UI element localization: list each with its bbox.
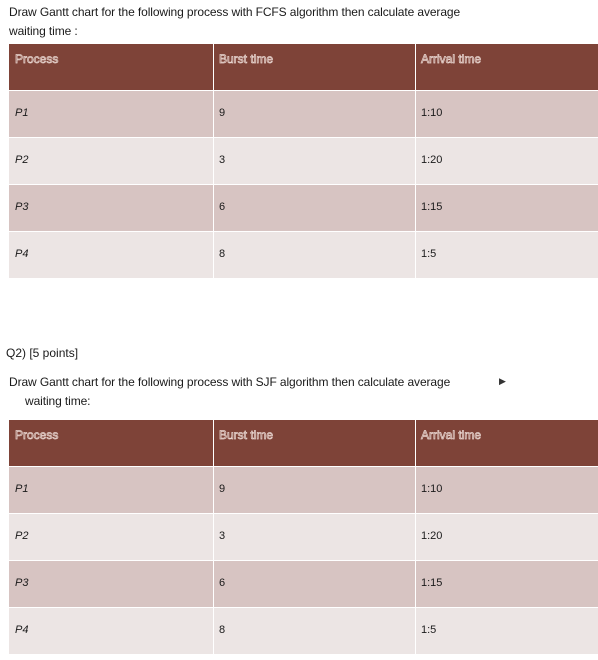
fcfs-process-table <box>9 44 598 278</box>
header-process: Process <box>15 428 59 442</box>
header-burst-time: Burst time <box>213 44 415 90</box>
q1-line2: waiting time : <box>9 24 78 38</box>
q2-instructions <box>9 373 450 411</box>
cell-burst-time: 3 <box>213 138 415 184</box>
table-row <box>9 513 598 560</box>
cell-process: P4 <box>15 248 29 260</box>
table-header-row <box>9 420 598 466</box>
table-row <box>9 231 598 278</box>
cell-process: P2 <box>15 530 29 542</box>
cell-arrival-time: 1:15 <box>415 561 598 607</box>
cell-arrival-time: 1:15 <box>415 185 598 231</box>
cell-burst-time: 6 <box>213 185 415 231</box>
cell-burst-time: 8 <box>213 232 415 278</box>
q2-line2: waiting time: <box>25 394 91 408</box>
cell-process: P1 <box>15 107 29 119</box>
cell-arrival-time: 1:20 <box>415 514 598 560</box>
sjf-process-table <box>9 420 598 654</box>
table-row <box>9 607 598 654</box>
q2-line1: Draw Gantt chart for the following process with SJF algorithm then calculate average <box>9 375 451 389</box>
table-row <box>9 466 598 513</box>
table-row <box>9 90 598 137</box>
cell-burst-time: 6 <box>213 561 415 607</box>
q2-heading: Q2) [5 points] <box>6 346 79 360</box>
cell-burst-time: 8 <box>213 608 415 654</box>
table-row <box>9 184 598 231</box>
q1-line1: Draw Gantt chart for the following process with FCFS algorithm then calculate average <box>9 5 461 19</box>
cell-process: P4 <box>15 624 29 636</box>
cell-arrival-time: 1:20 <box>415 138 598 184</box>
cell-process: P2 <box>15 154 29 166</box>
table-row <box>9 137 598 184</box>
play-triangle-icon: ▶ <box>499 376 506 386</box>
cell-arrival-time: 1:5 <box>415 608 598 654</box>
q1-instructions <box>9 3 460 41</box>
cell-process: P3 <box>15 201 29 213</box>
cell-burst-time: 9 <box>213 91 415 137</box>
cell-burst-time: 3 <box>213 514 415 560</box>
header-process: Process <box>15 52 59 66</box>
cell-process: P3 <box>15 577 29 589</box>
table-row <box>9 560 598 607</box>
cell-burst-time: 9 <box>213 467 415 513</box>
cell-arrival-time: 1:5 <box>415 232 598 278</box>
cell-process: P1 <box>15 483 29 495</box>
table-header-row <box>9 44 598 90</box>
header-arrival-time: Arrival time <box>415 420 598 466</box>
cell-arrival-time: 1:10 <box>415 467 598 513</box>
cell-arrival-time: 1:10 <box>415 91 598 137</box>
header-arrival-time: Arrival time <box>415 44 598 90</box>
header-burst-time: Burst time <box>213 420 415 466</box>
